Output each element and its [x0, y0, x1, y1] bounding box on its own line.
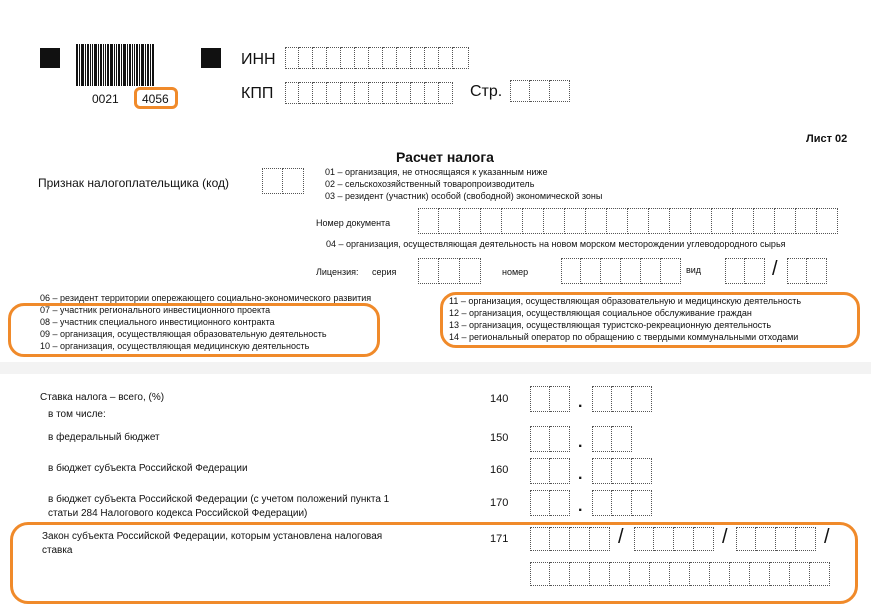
line-code-160: 160	[490, 464, 509, 476]
license-type-slash: /	[772, 258, 778, 280]
license-type-label: вид	[686, 265, 702, 275]
rate-total-int[interactable]	[530, 386, 570, 412]
kpp-label: КПП	[241, 85, 274, 102]
rate-subject-decimal-point: .	[578, 466, 583, 483]
page-label: Стр.	[470, 83, 503, 100]
law-slash-3: /	[824, 526, 830, 548]
rate-total-label: Ставка налога – всего, (%)	[40, 392, 165, 403]
page-title: Расчет налога	[396, 149, 494, 165]
sheet-label: Лист 02	[806, 133, 848, 145]
barcode	[76, 44, 155, 86]
code-07: 07 – участник регионального инвестиционного проекта	[40, 305, 271, 315]
rate-subject-int[interactable]	[530, 458, 570, 484]
marker-square-right	[201, 48, 221, 68]
law-number-field[interactable]	[530, 527, 610, 551]
barcode-number-left: 0021	[92, 92, 119, 106]
code-11: 11 – организация, осуществляющая образовательную и медицинскую деятельность	[449, 296, 802, 306]
rate-total-frac[interactable]	[592, 386, 652, 412]
line-code-150: 150	[490, 432, 509, 444]
code-04: 04 – организация, осуществляющая деятельность на новом морском месторождении углеводородного сырья	[326, 239, 786, 249]
rate-subject-label: в бюджет субъекта Российской Федерации	[48, 463, 248, 474]
rate-federal-decimal-point: .	[578, 434, 583, 451]
code-01: 01 – организация, не относящаяся к указанным ниже	[325, 167, 548, 177]
code-10: 10 – организация, осуществляющая медицинскую деятельность	[40, 341, 310, 351]
section-divider	[0, 362, 871, 374]
kpp-field[interactable]	[285, 82, 453, 104]
law-label-1: Закон субъекта Российской Федерации, которым установлена налоговая	[42, 531, 383, 542]
law-article-field[interactable]	[736, 527, 816, 551]
law-label-2: ставка	[42, 545, 73, 556]
license-number-label: номер	[502, 267, 529, 277]
license-series-label: серия	[372, 267, 397, 277]
code-14: 14 – региональный оператор по обращению с твердыми коммунальными отходами	[449, 332, 799, 342]
document-number-label: Номер документа	[316, 218, 391, 228]
law-extra-field[interactable]	[530, 562, 830, 586]
rate-subject-special-label-1: в бюджет субъекта Российской Федерации (с учетом положений пункта 1	[48, 494, 390, 505]
rate-subject-special-frac[interactable]	[592, 490, 652, 516]
rate-subject-special-int[interactable]	[530, 490, 570, 516]
line-code-171: 171	[490, 533, 509, 545]
law-slash-2: /	[722, 526, 728, 548]
rate-subject-frac[interactable]	[592, 458, 652, 484]
code-12: 12 – организация, осуществляющая социальное обслуживание граждан	[449, 308, 752, 318]
taxpayer-code-label: Признак налогоплательщика (код)	[38, 176, 229, 190]
code-03: 03 – резидент (участник) особой (свободной) экономической зоны	[325, 191, 603, 201]
inn-label: ИНН	[241, 51, 276, 68]
license-label: Лицензия:	[316, 267, 359, 277]
rate-including-label: в том числе:	[48, 409, 106, 420]
rate-total-decimal-point: .	[578, 394, 583, 411]
line-code-140: 140	[490, 393, 509, 405]
taxpayer-code-field[interactable]	[262, 168, 304, 194]
code-06: 06 – резидент территории опережающего социально-экономического развития	[40, 293, 372, 303]
line-code-170: 170	[490, 497, 509, 509]
rate-subject-special-label-2: статьи 284 Налогового кодекса Российской Федерации)	[48, 508, 308, 519]
code-09: 09 – организация, осуществляющая образовательную деятельность	[40, 329, 327, 339]
code-08: 08 – участник специального инвестиционного контракта	[40, 317, 275, 327]
license-series-field[interactable]	[418, 258, 481, 284]
rate-federal-int[interactable]	[530, 426, 570, 452]
license-type-field-1[interactable]	[725, 258, 765, 284]
rate-federal-label: в федеральный бюджет	[48, 432, 160, 443]
license-type-field-2[interactable]	[787, 258, 827, 284]
license-number-field[interactable]	[561, 258, 681, 284]
inn-field[interactable]	[285, 47, 469, 69]
rate-subject-special-decimal-point: .	[578, 498, 583, 515]
page-number-field[interactable]	[510, 80, 570, 102]
document-number-field[interactable]	[418, 208, 838, 234]
law-slash-1: /	[618, 526, 624, 548]
law-date-field[interactable]	[634, 527, 714, 551]
marker-square-left	[40, 48, 60, 68]
code-13: 13 – организация, осуществляющая туристско-рекреационную деятельность	[449, 320, 772, 330]
code-02: 02 – сельскохозяйственный товаропроизводитель	[325, 179, 535, 189]
rate-federal-frac[interactable]	[592, 426, 632, 452]
barcode-number-right: 4056	[142, 92, 169, 106]
